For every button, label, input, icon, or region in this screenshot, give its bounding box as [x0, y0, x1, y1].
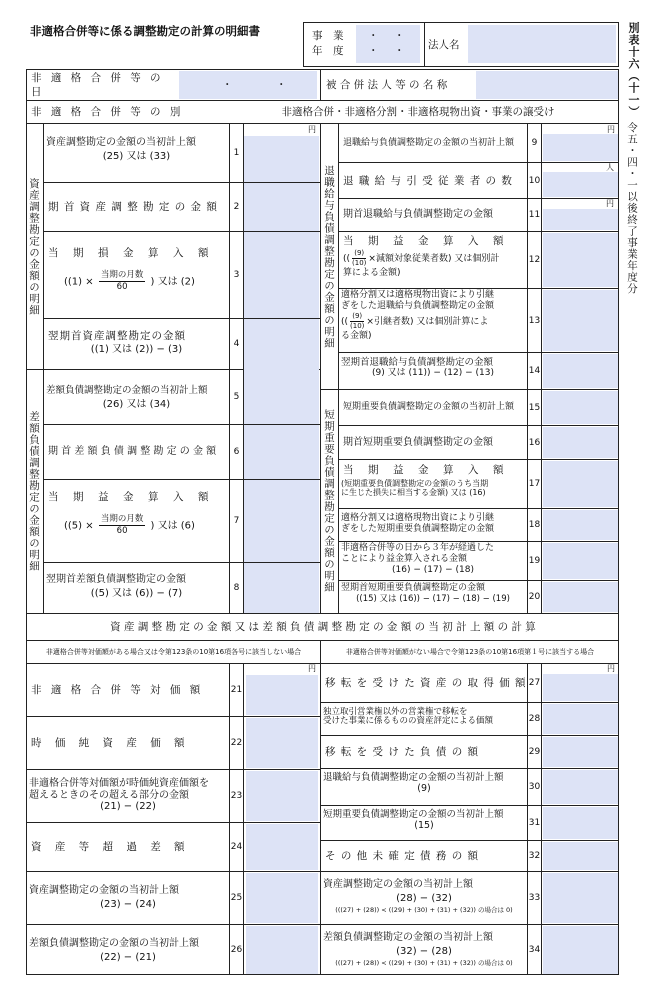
yen-unit: 円: [606, 199, 614, 208]
row-12-formula-b: ×減額対象従業者数) 又は個別計: [368, 254, 500, 264]
row-6-label: 期 首 差 額 負 債 調 整 勘 定 の 金 額: [48, 446, 217, 457]
row-23-label: 非適格合併等対価額が時価純資産価額を: [29, 778, 209, 789]
row-27-number: 27: [528, 678, 541, 688]
row-21-number: 21: [230, 685, 243, 695]
row-14-number: 14: [528, 366, 541, 376]
row-24-label: 資 産 等 超 過 差 額: [31, 841, 190, 853]
row-13-formula-b: ×引継者数) 又は個別計算によ: [366, 317, 489, 327]
row-7-formula-b: ) 又は (6): [150, 520, 195, 532]
row-7-denominator: 60: [116, 526, 128, 536]
row-12-number: 12: [528, 255, 541, 265]
row-23-number: 23: [230, 791, 243, 801]
row-20: [339, 581, 527, 613]
row-12-numerator: (9): [354, 249, 365, 257]
row-25: [27, 872, 229, 924]
row-3-label: 当 期 損 金 算 入 額: [48, 247, 211, 259]
row-30-number: 30: [528, 782, 541, 792]
row-8-amount[interactable]: [246, 564, 318, 612]
row-26-amount[interactable]: [246, 926, 318, 974]
row-18-label: 適格分割又は適格現物出資により引継: [341, 513, 495, 523]
row-5-formula: (26) 又は (34): [102, 399, 171, 410]
calc-title: 資 産 調 整 勘 定 の 金 額 又 は 差 額 負 債 調 整 勘 定 の 金 額 の 当 初 計 上 額 の 計 算: [110, 621, 536, 633]
row-13-formula-c: る金額): [341, 331, 372, 341]
row-26: [27, 925, 229, 975]
row-4-formula: ((1) 又は (2)) − (3): [90, 344, 183, 355]
row-16-label: 期首短期重要負債調整勘定の金額: [343, 436, 493, 448]
row-5: [44, 370, 229, 424]
row-8-label: 翌期首差額負債調整勘定の金額: [46, 574, 186, 585]
row-5-amount[interactable]: [246, 371, 318, 423]
row-31: [321, 806, 527, 840]
row-33-formula: (28) − (32): [396, 893, 452, 904]
row-9-amount[interactable]: [543, 134, 618, 161]
row-3-formula-a: ((1) ×: [64, 276, 94, 288]
merger-date-field[interactable]: [179, 71, 317, 99]
row-4: [44, 319, 229, 369]
row-1: [44, 124, 229, 169]
row-7: [44, 480, 229, 562]
row-13-label-2: ぎをした退職給与負債調整勘定の金額: [341, 301, 495, 311]
retire-group-label: 退職給与負債調整勘定の金額の明細: [323, 164, 335, 349]
row-28-amount[interactable]: [543, 704, 618, 734]
row-17-amount[interactable]: [543, 461, 618, 507]
calc-left-head: 非適格合併等対価額がある場合又は令第123条の10第16項各号に該当しない場合: [45, 647, 302, 656]
form-title: 非適格合併等に係る調整勘定の計算の明細書: [30, 24, 260, 38]
row-26-label: 差額負債調整勘定の金額の当初計上額: [29, 938, 199, 949]
row-8-number: 8: [233, 583, 240, 593]
row-20-label: 翌期首短期重要負債調整勘定の金額: [341, 583, 486, 593]
row-13-label: 適格分割又は適格現物出資により引継: [341, 290, 495, 300]
row-9-number: 9: [531, 138, 538, 148]
row-13-amount[interactable]: [543, 290, 618, 351]
row-13-number: 13: [528, 315, 541, 326]
row-5-number: 5: [233, 392, 240, 402]
period-note: 令五・四・一以後終了事業年度分: [626, 122, 638, 295]
row-12-formula-a: ((: [343, 254, 351, 264]
row-27-amount[interactable]: [543, 674, 618, 701]
row-15-number: 15: [528, 402, 541, 413]
row-3: [44, 232, 229, 318]
row-19: [339, 542, 527, 580]
diff-group-label: 差額負債調整勘定の金額の明細: [28, 411, 40, 572]
row-10-label: 退 職 給 与 引 受 従 業 者 の 数: [343, 174, 513, 187]
row-26-formula: (22) − (21): [100, 952, 156, 963]
row-28: [321, 703, 527, 735]
row-22-number: 22: [230, 738, 243, 748]
row-31-amount[interactable]: [543, 807, 618, 839]
row-23: [27, 770, 229, 822]
row-17-number: 17: [528, 479, 541, 489]
yen-unit: 円: [607, 125, 615, 134]
row-7-numerator: 当期の月数: [100, 514, 144, 524]
row-18-number: 18: [528, 520, 541, 530]
row-28-number: 28: [528, 714, 541, 724]
row-4-number: 4: [233, 339, 240, 349]
row-8: [44, 563, 229, 613]
row-17-label: 当 期 益 金 算 入 額: [343, 464, 506, 476]
row-31-label: 短期重要負債調整勘定の金額の当初計上額: [323, 809, 504, 820]
row-14: [339, 353, 527, 389]
row-30-label: 退職給与負債調整勘定の金額の当初計上額: [323, 772, 504, 783]
row-19-formula: (16) − (17) − (18): [392, 565, 474, 575]
row-25-label: 資産調整勘定の金額の当初計上額: [29, 885, 179, 896]
row-1-number: 1: [233, 148, 240, 158]
row-2-number: 2: [233, 202, 240, 212]
row-7-number: 7: [233, 516, 240, 526]
merged-corp-name-label: 被 合 併 法 人 等 の 名 称: [326, 79, 448, 91]
row-32-amount[interactable]: [543, 842, 618, 870]
short-group-label: 短期重要負債調整勘定の金額の明細: [323, 409, 335, 593]
yen-unit: 円: [308, 125, 316, 134]
row-21-label: 非 適 格 合 併 等 対 価 額: [31, 684, 204, 696]
row-12: [339, 232, 527, 288]
row-4-label: 翌期首資産調整勘定の金額: [48, 330, 186, 342]
row-7-amount[interactable]: [246, 481, 318, 561]
row-22-amount[interactable]: [246, 718, 318, 768]
row-15-amount[interactable]: [543, 391, 618, 424]
row-16-number: 16: [528, 437, 541, 448]
row-2-amount[interactable]: [246, 184, 318, 230]
asset-group-label: 資産調整勘定の金額の明細: [28, 177, 40, 316]
row-13-numerator: (9): [352, 312, 363, 320]
row-33: [321, 872, 527, 924]
row-22-label: 時 価 純 資 産 価 額: [31, 737, 190, 749]
row-13-formula-a: ((: [341, 317, 349, 327]
row-17-label-3: に生じた損失に相当する金額) 又は (16): [341, 488, 486, 497]
row-30-formula: (9): [417, 783, 431, 794]
fiscal-year-field[interactable]: [356, 25, 420, 63]
row-9-label: 退職給与負債調整勘定の金額の当初計上額: [343, 137, 515, 148]
merger-date-label: 非 適 格 合 併 等 の 日: [31, 72, 164, 98]
row-33-number: 33: [528, 893, 541, 903]
row-25-number: 25: [230, 893, 243, 903]
row-32-label: そ の 他 未 確 定 債 務 の 額: [325, 850, 480, 862]
row-3-numerator: 当期の月数: [100, 270, 144, 280]
row-13-denominator: (10): [350, 322, 365, 330]
row-20-number: 20: [528, 592, 541, 602]
row-31-formula: (15): [414, 820, 434, 831]
row-19-number: 19: [528, 556, 541, 566]
row-29-number: 29: [528, 747, 541, 757]
yen-unit: 円: [607, 664, 615, 673]
row-14-amount[interactable]: [543, 354, 618, 388]
row-19-label: 非適格合併等の日から３年が経過した: [341, 543, 495, 553]
corporation-name-field[interactable]: [468, 25, 616, 63]
row-14-label: 翌期首退職給与負債調整勘定の金額: [341, 357, 494, 368]
row-29-label: 移 転 を 受 け た 負 債 の 額: [325, 746, 480, 758]
row-25-formula: (23) − (24): [100, 899, 156, 910]
row-19-amount[interactable]: [543, 543, 618, 579]
merger-type-label: 非 適 格 合 併 等 の 別: [31, 106, 184, 118]
row-6-number: 6: [233, 447, 240, 457]
person-unit: 人: [606, 163, 614, 172]
row-4-amount[interactable]: [246, 320, 318, 368]
row-31-number: 31: [528, 818, 541, 828]
row-24-amount[interactable]: [246, 824, 318, 870]
row-32-number: 32: [528, 851, 541, 861]
row-11-label: 期首退職給与負債調整勘定の金額: [343, 209, 493, 220]
row-5-label: 差額負債調整勘定の金額の当初計上額: [46, 385, 208, 396]
row-33-amount[interactable]: [543, 873, 618, 923]
row-11-number: 11: [528, 210, 541, 220]
row-20-formula: ((15) 又は (16)) − (17) − (18) − (19): [356, 594, 510, 604]
row-16-amount[interactable]: [543, 427, 618, 458]
dot: ・: [394, 30, 405, 42]
merger-type-options[interactable]: 非適格合併・非適格分割・非適格現物出資・事業の譲受け: [281, 106, 555, 118]
row-34-formula: (32) − (28): [396, 946, 452, 957]
row-18: [339, 509, 527, 541]
row-23-formula: (21) − (22): [100, 801, 156, 812]
row-17: [339, 460, 527, 508]
dot: ・: [276, 79, 287, 91]
jigyo-label: 事 業: [312, 30, 344, 42]
row-7-label: 当 期 益 金 算 入 額: [48, 491, 211, 503]
row-34-condition: (((27) + (28)) < ((29) + (30) + (31) + (32)) の場合は 0): [335, 959, 513, 967]
row-34-number: 34: [528, 945, 541, 955]
corporation-name-label: 法人名: [428, 39, 460, 51]
row-11-amount[interactable]: [543, 209, 618, 230]
row-8-formula: ((5) 又は (6)) − (7): [90, 588, 183, 599]
row-14-formula: (9) 又は (11)) − (12) − (13): [372, 368, 494, 378]
row-34-amount[interactable]: [543, 926, 618, 974]
row-26-number: 26: [230, 945, 243, 955]
row-12-denominator: (10): [352, 259, 367, 267]
row-23-amount[interactable]: [246, 771, 318, 821]
row-20-amount[interactable]: [543, 582, 618, 612]
row-12-label: 当 期 益 金 算 入 額: [343, 235, 506, 247]
row-1-amount[interactable]: [246, 136, 318, 181]
row-7-formula-a: ((5) ×: [64, 520, 94, 532]
row-2-label: 期 首 資 産 調 整 勘 定 の 金 額: [48, 201, 218, 213]
row-28-label-2: 受けた事業に係るものの資産評定による価額: [323, 716, 494, 726]
row-21-amount[interactable]: [246, 675, 318, 715]
row-19-label-2: ことにより益金算入される金額: [341, 554, 468, 564]
merged-corp-name-field[interactable]: [476, 71, 618, 99]
row-18-amount[interactable]: [543, 510, 618, 540]
dot: ・: [368, 30, 379, 42]
row-29-amount[interactable]: [543, 737, 618, 767]
row-10-number: 10: [528, 175, 541, 186]
row-12-amount[interactable]: [543, 233, 618, 287]
nendo-label: 年 度: [312, 45, 344, 57]
row-34-label: 差額負債調整勘定の金額の当初計上額: [323, 932, 493, 943]
row-1-formula: (25) 又は (33): [102, 151, 171, 162]
row-23-label-2: 超えるときのその超える部分の金額: [29, 790, 189, 801]
row-24-number: 24: [230, 842, 243, 852]
row-27-label: 移 転 を 受 け た 資 産 の 取 得 価 額: [325, 677, 527, 689]
row-34: [321, 925, 527, 975]
row-25-amount[interactable]: [246, 873, 318, 923]
form-number: 別表十六（十一）: [627, 22, 640, 118]
row-15-label: 短期重要負債調整勘定の金額の当初計上額: [343, 402, 515, 412]
dot: ・: [394, 45, 405, 57]
row-3-number: 3: [233, 270, 240, 280]
row-33-label: 資産調整勘定の金額の当初計上額: [323, 879, 473, 890]
row-12-formula-c: 算による金額): [343, 268, 401, 278]
row-3-denominator: 60: [116, 282, 128, 292]
dot: ・: [222, 79, 233, 91]
row-17-label-2: (短期重要負債調整勘定の金額のうち当期: [341, 479, 489, 488]
row-3-amount[interactable]: [246, 233, 318, 317]
row-1-label: 資産調整勘定の金額の当初計上額: [46, 137, 196, 148]
dot: ・: [368, 45, 379, 57]
calc-right-head: 非適格合併等対価額がない場合で令第123条の10第16項第１号に該当する場合: [345, 647, 595, 656]
row-30-amount[interactable]: [543, 770, 618, 804]
row-6-amount[interactable]: [246, 426, 318, 478]
row-13: [339, 289, 527, 352]
row-28-label: 独立取引営業権以外の営業権で移転を: [323, 707, 468, 717]
row-18-label-2: ぎをした短期重要負債調整勘定の金額: [341, 524, 495, 534]
row-3-formula-b: ) 又は (2): [150, 276, 195, 288]
row-30: [321, 769, 527, 805]
row-33-condition: (((27) + (28)) < ((29) + (30) + (31) + (32)) の場合は 0): [335, 906, 513, 914]
row-10-employees[interactable]: [543, 172, 618, 197]
yen-unit: 円: [308, 664, 316, 673]
